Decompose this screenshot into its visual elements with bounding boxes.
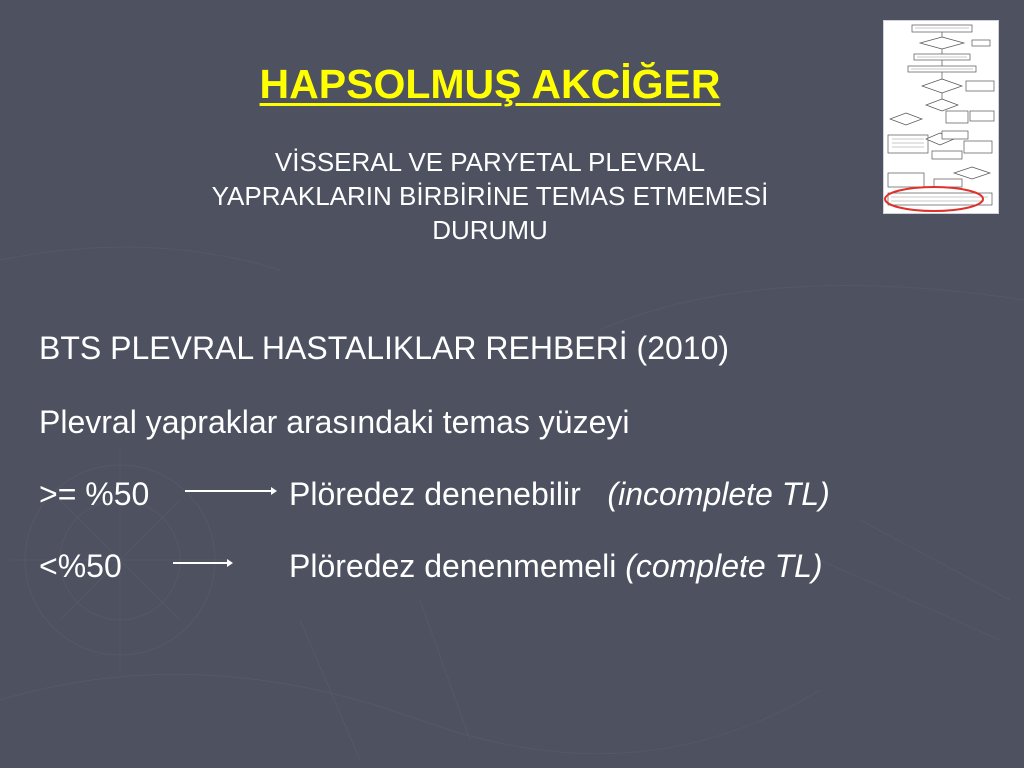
- subtitle-line: VİSSERAL VE PARYETAL PLEVRAL: [274, 147, 706, 177]
- slide-title: HAPSOLMUŞ AKCİĞER: [259, 61, 721, 107]
- slide-subtitle: [100, 145, 880, 247]
- rule-recommendation: Plöredez denenmemeli: [289, 548, 626, 584]
- flowchart-diagram: [884, 21, 998, 213]
- flowchart-thumbnail: [883, 20, 999, 214]
- rule-result: [289, 546, 823, 586]
- rule-recommendation: Plöredez denenebilir: [289, 476, 581, 512]
- rule-result: [289, 474, 830, 514]
- rule-condition: <%50: [39, 548, 122, 584]
- right-arrow-icon: [185, 485, 277, 497]
- rule-condition: >= %50: [39, 476, 150, 512]
- subtitle-line: YAPRAKLARIN BİRBİRİNE TEMAS ETMEMESİ: [211, 181, 769, 211]
- rule-note: (incomplete TL): [607, 476, 830, 512]
- guideline-heading: BTS PLEVRAL HASTALIKLAR REHBERİ (2010): [39, 330, 730, 366]
- contact-statement: Plevral yapraklar arasındaki temas yüzeyi: [39, 404, 630, 440]
- right-arrow-icon: [173, 557, 233, 569]
- subtitle-line: DURUMU: [432, 215, 548, 245]
- rule-note: (complete TL): [625, 548, 823, 584]
